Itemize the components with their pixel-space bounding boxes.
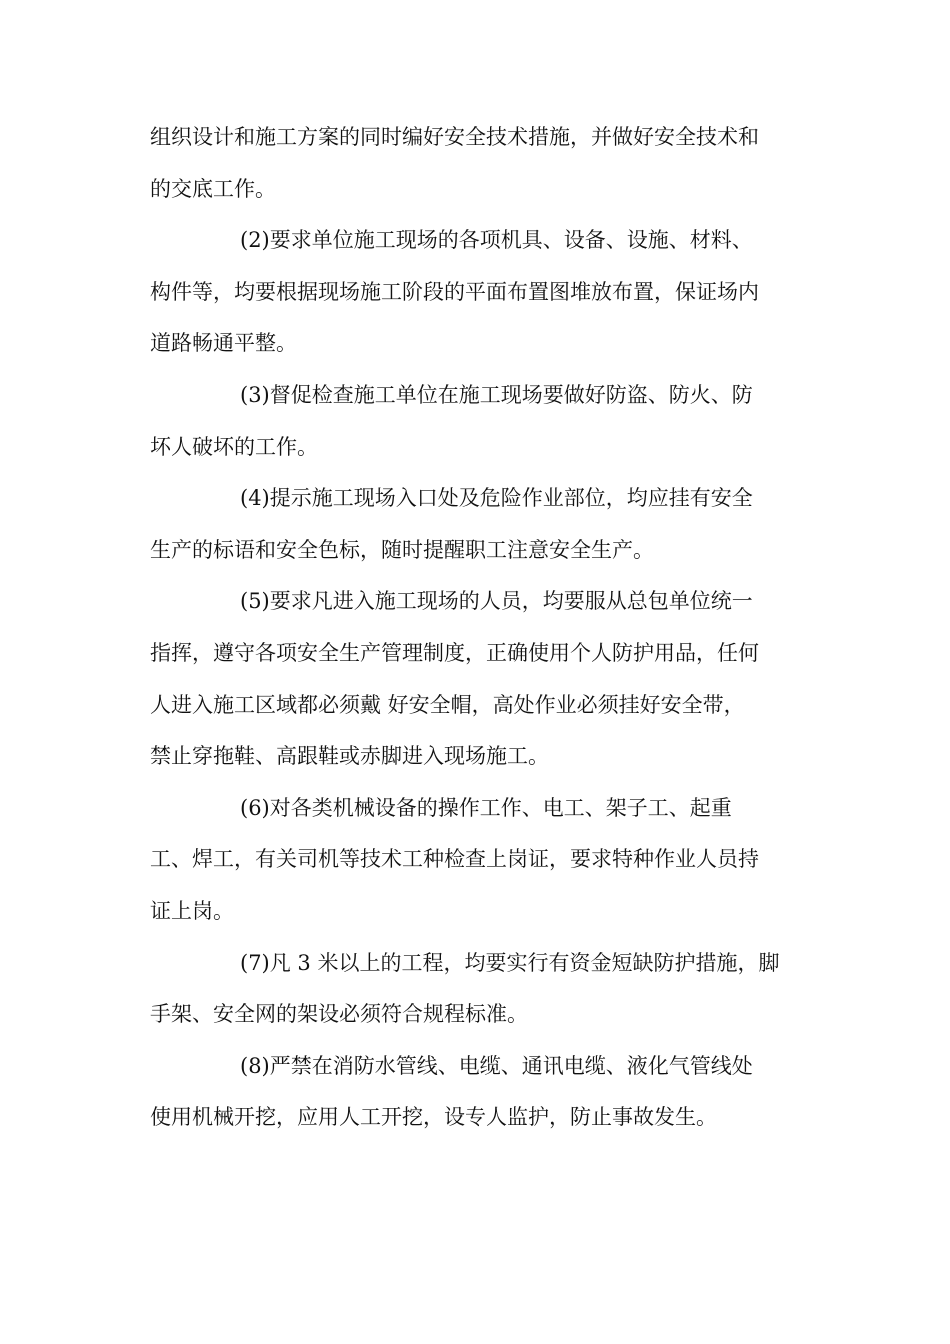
text-line: (7)凡 3 米以上的工程，均要实行有资金短缺防护措施，脚 [240, 950, 780, 975]
paragraph-1 [150, 112, 810, 215]
text-line: 使用机械开挖，应用人工开挖，设专人监护，防止事故发生。 [150, 1105, 717, 1130]
paragraph-7 [150, 938, 810, 1041]
text-line: 人进入施工区域都必须戴 好安全帽，高处作业必须挂好安全带， [150, 692, 745, 717]
paragraph-6 [150, 783, 810, 938]
text-line: (5)要求凡进入施工现场的人员，均要服从总包单位统一 [240, 589, 753, 614]
text-line: 组织设计和施工方案的同时编好安全技术措施，并做好安全技术和 [150, 125, 759, 149]
text-line: 生产的标语和安全色标，随时提醒职工注意安全生产。 [150, 537, 654, 562]
paragraph-4 [150, 473, 810, 576]
paragraph-2 [150, 215, 810, 370]
text-line: 构件等，均要根据现场施工阶段的平面布置图堆放布置，保证场内 [150, 279, 759, 304]
document-body [150, 112, 810, 1144]
text-line: 手架、安全网的架设必须符合规程标准。 [150, 1002, 528, 1027]
text-line: 的交底工作。 [150, 176, 276, 201]
text-line: 证上岗。 [150, 898, 234, 923]
paragraph-5 [150, 576, 810, 782]
text-line: (8)严禁在消防水管线、电缆、通讯电缆、液化气管线处 [240, 1053, 753, 1078]
text-line: 禁止穿拖鞋、高跟鞋或赤脚进入现场施工。 [150, 744, 549, 769]
text-line: (6)对各类机械设备的操作工作、电工、架子工、起重 [240, 795, 732, 820]
text-line: (2)要求单位施工现场的各项机具、设备、设施、材料、 [240, 228, 753, 253]
paragraph-8 [150, 1041, 810, 1144]
text-line: 工、焊工，有关司机等技术工种检查上岗证，要求特种作业人员持 [150, 847, 759, 872]
text-line: 指挥，遵守各项安全生产管理制度，正确使用个人防护用品，任何 [150, 640, 759, 665]
paragraph-3 [150, 370, 810, 473]
text-line: (3)督促检查施工单位在施工现场要做好防盗、防火、防 [240, 382, 753, 407]
text-line: 道路畅通平整。 [150, 331, 297, 356]
text-line: 坏人破坏的工作。 [150, 434, 318, 459]
text-line: (4)提示施工现场入口处及危险作业部位，均应挂有安全 [240, 486, 753, 511]
